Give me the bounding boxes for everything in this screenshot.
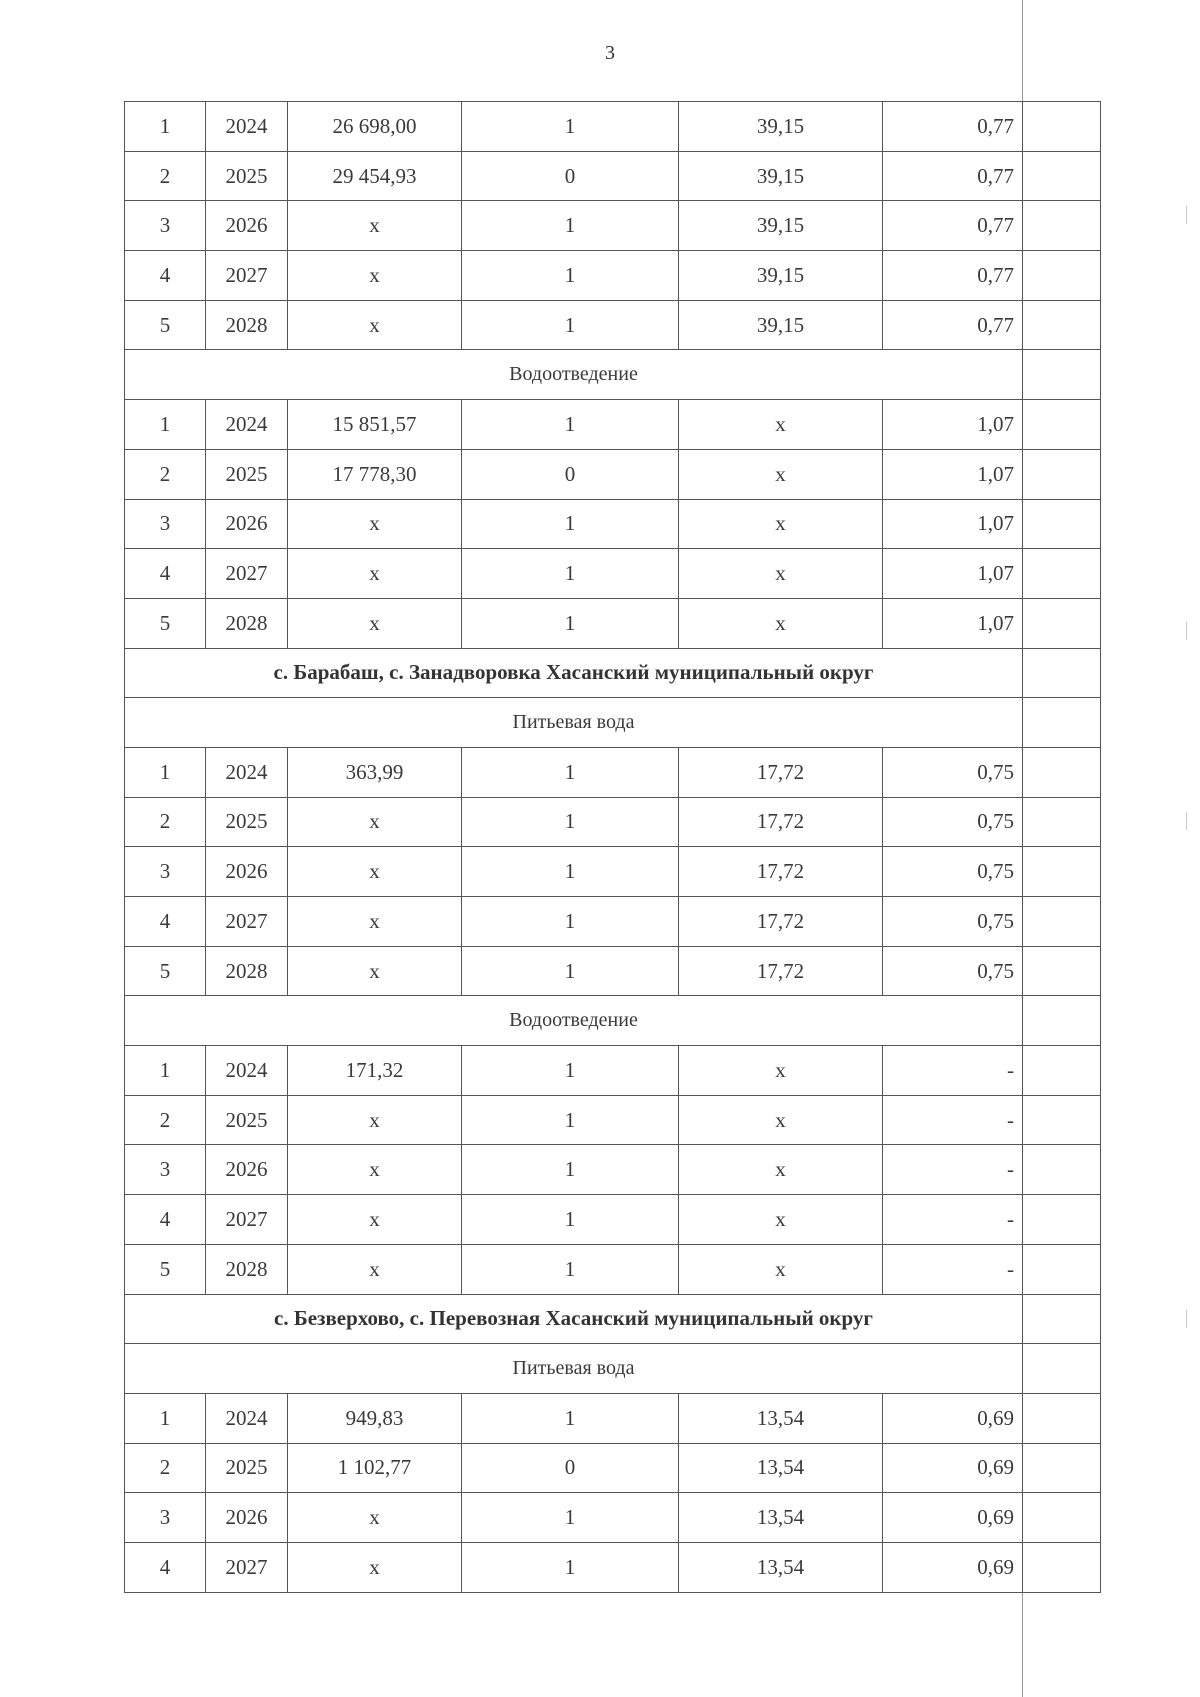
coefficient-cell: 0,77 [883, 201, 1023, 251]
tariff-table-body [125, 102, 1101, 1593]
blank-cell [1023, 1145, 1101, 1195]
table-row [125, 946, 1101, 996]
coefficient-cell: 1,07 [883, 400, 1023, 450]
row-index-cell: 1 [125, 1393, 206, 1443]
section-header-row [125, 996, 1101, 1046]
amount-cell: x [288, 549, 462, 599]
row-index-cell: 4 [125, 897, 206, 947]
blank-cell [1023, 350, 1101, 400]
section-title: Водоотведение [125, 350, 1023, 400]
rate-cell: x [679, 1195, 883, 1245]
table-row [125, 300, 1101, 350]
year-cell: 2026 [206, 499, 288, 549]
rate-cell: x [679, 598, 883, 648]
table-row [125, 499, 1101, 549]
blank-cell [1023, 499, 1101, 549]
coefficient-cell: - [883, 1195, 1023, 1245]
year-cell: 2028 [206, 1244, 288, 1294]
blank-cell [1023, 102, 1101, 152]
rate-cell: x [679, 549, 883, 599]
row-index-cell: 4 [125, 549, 206, 599]
coefficient-cell: 0,69 [883, 1443, 1023, 1493]
table-row [125, 1145, 1101, 1195]
amount-cell: x [288, 1244, 462, 1294]
blank-cell [1023, 797, 1101, 847]
flag-cell: 1 [462, 1542, 679, 1592]
table-row [125, 1443, 1101, 1493]
table-row [125, 449, 1101, 499]
amount-cell: 363,99 [288, 747, 462, 797]
flag-cell: 1 [462, 847, 679, 897]
rate-cell: x [679, 449, 883, 499]
rate-cell: 17,72 [679, 797, 883, 847]
blank-cell [1023, 1244, 1101, 1294]
scan-edge-mark [1186, 206, 1187, 224]
blank-cell [1023, 201, 1101, 251]
blank-cell [1023, 598, 1101, 648]
flag-cell: 1 [462, 1244, 679, 1294]
blank-cell [1023, 1493, 1101, 1543]
row-index-cell: 4 [125, 251, 206, 301]
coefficient-cell: 0,77 [883, 251, 1023, 301]
section-header-row [125, 1344, 1101, 1394]
blank-cell [1023, 300, 1101, 350]
blank-cell [1023, 449, 1101, 499]
amount-cell: x [288, 300, 462, 350]
table-row [125, 151, 1101, 201]
table-row [125, 598, 1101, 648]
blank-cell [1023, 1195, 1101, 1245]
blank-cell [1023, 151, 1101, 201]
blank-cell [1023, 1443, 1101, 1493]
scan-edge-mark [1186, 622, 1187, 640]
amount-cell: x [288, 797, 462, 847]
row-index-cell: 3 [125, 499, 206, 549]
flag-cell: 1 [462, 499, 679, 549]
row-index-cell: 3 [125, 201, 206, 251]
amount-cell: 171,32 [288, 1046, 462, 1096]
flag-cell: 1 [462, 251, 679, 301]
blank-cell [1023, 549, 1101, 599]
year-cell: 2026 [206, 201, 288, 251]
amount-cell: x [288, 499, 462, 549]
blank-cell [1023, 946, 1101, 996]
tariff-table [124, 101, 1101, 1593]
rate-cell: 17,72 [679, 897, 883, 947]
rate-cell: x [679, 1145, 883, 1195]
rate-cell: x [679, 1244, 883, 1294]
table-row [125, 1542, 1101, 1592]
row-index-cell: 5 [125, 300, 206, 350]
rate-cell: 13,54 [679, 1443, 883, 1493]
section-title: Питьевая вода [125, 1344, 1023, 1394]
flag-cell: 1 [462, 1095, 679, 1145]
year-cell: 2026 [206, 1493, 288, 1543]
row-index-cell: 2 [125, 797, 206, 847]
rate-cell: 17,72 [679, 747, 883, 797]
table-row [125, 251, 1101, 301]
scan-edge-mark [1186, 812, 1187, 830]
coefficient-cell: 0,75 [883, 946, 1023, 996]
table-row [125, 400, 1101, 450]
year-cell: 2026 [206, 847, 288, 897]
amount-cell: x [288, 1095, 462, 1145]
flag-cell: 1 [462, 102, 679, 152]
table-row [125, 747, 1101, 797]
region-title: с. Барабаш, с. Занадворовка Хасанский муниципальный округ [125, 648, 1023, 698]
rate-cell: 13,54 [679, 1493, 883, 1543]
flag-cell: 1 [462, 946, 679, 996]
amount-cell: x [288, 1195, 462, 1245]
year-cell: 2025 [206, 797, 288, 847]
flag-cell: 0 [462, 151, 679, 201]
amount-cell: x [288, 946, 462, 996]
flag-cell: 1 [462, 201, 679, 251]
amount-cell: 949,83 [288, 1393, 462, 1443]
blank-cell [1023, 897, 1101, 947]
row-index-cell: 5 [125, 946, 206, 996]
rate-cell: x [679, 1095, 883, 1145]
flag-cell: 1 [462, 598, 679, 648]
flag-cell: 1 [462, 897, 679, 947]
rate-cell: 13,54 [679, 1542, 883, 1592]
row-index-cell: 5 [125, 598, 206, 648]
flag-cell: 0 [462, 1443, 679, 1493]
row-index-cell: 3 [125, 847, 206, 897]
amount-cell: x [288, 1493, 462, 1543]
amount-cell: 17 778,30 [288, 449, 462, 499]
row-index-cell: 1 [125, 400, 206, 450]
amount-cell: x [288, 201, 462, 251]
coefficient-cell: - [883, 1145, 1023, 1195]
table-row [125, 797, 1101, 847]
table-row [125, 1095, 1101, 1145]
blank-cell [1023, 648, 1101, 698]
year-cell: 2025 [206, 151, 288, 201]
flag-cell: 1 [462, 747, 679, 797]
blank-cell [1023, 698, 1101, 748]
flag-cell: 1 [462, 300, 679, 350]
flag-cell: 1 [462, 1046, 679, 1096]
flag-cell: 1 [462, 1145, 679, 1195]
year-cell: 2024 [206, 1046, 288, 1096]
table-row [125, 1244, 1101, 1294]
year-cell: 2027 [206, 897, 288, 947]
scan-edge-mark [1186, 1310, 1187, 1328]
row-index-cell: 1 [125, 747, 206, 797]
year-cell: 2028 [206, 300, 288, 350]
rate-cell: x [679, 499, 883, 549]
flag-cell: 1 [462, 797, 679, 847]
table-row [125, 201, 1101, 251]
section-header-row [125, 350, 1101, 400]
region-header-row [125, 1294, 1101, 1344]
year-cell: 2027 [206, 1195, 288, 1245]
row-index-cell: 5 [125, 1244, 206, 1294]
row-index-cell: 1 [125, 102, 206, 152]
row-index-cell: 4 [125, 1195, 206, 1245]
coefficient-cell: 1,07 [883, 499, 1023, 549]
blank-cell [1023, 1095, 1101, 1145]
flag-cell: 1 [462, 1493, 679, 1543]
row-index-cell: 3 [125, 1145, 206, 1195]
blank-cell [1023, 1542, 1101, 1592]
year-cell: 2027 [206, 251, 288, 301]
flag-cell: 1 [462, 1195, 679, 1245]
blank-cell [1023, 1294, 1101, 1344]
amount-cell: x [288, 847, 462, 897]
rate-cell: 39,15 [679, 151, 883, 201]
coefficient-cell: 1,07 [883, 598, 1023, 648]
rate-cell: x [679, 400, 883, 450]
rate-cell: 13,54 [679, 1393, 883, 1443]
blank-cell [1023, 996, 1101, 1046]
rate-cell: 39,15 [679, 102, 883, 152]
year-cell: 2024 [206, 747, 288, 797]
page-number: 3 [605, 42, 615, 64]
flag-cell: 1 [462, 549, 679, 599]
table-row [125, 1493, 1101, 1543]
amount-cell: 1 102,77 [288, 1443, 462, 1493]
flag-cell: 0 [462, 449, 679, 499]
amount-cell: 26 698,00 [288, 102, 462, 152]
coefficient-cell: - [883, 1046, 1023, 1096]
blank-cell [1023, 400, 1101, 450]
flag-cell: 1 [462, 400, 679, 450]
table-row [125, 1393, 1101, 1443]
rate-cell: 39,15 [679, 251, 883, 301]
amount-cell: x [288, 1145, 462, 1195]
coefficient-cell: - [883, 1244, 1023, 1294]
rate-cell: 39,15 [679, 300, 883, 350]
row-index-cell: 1 [125, 1046, 206, 1096]
row-index-cell: 2 [125, 1443, 206, 1493]
table-row [125, 897, 1101, 947]
section-title: Питьевая вода [125, 698, 1023, 748]
table-row [125, 1046, 1101, 1096]
coefficient-cell: 0,69 [883, 1542, 1023, 1592]
coefficient-cell: 0,75 [883, 897, 1023, 947]
row-index-cell: 3 [125, 1493, 206, 1543]
blank-cell [1023, 1046, 1101, 1096]
coefficient-cell: - [883, 1095, 1023, 1145]
blank-cell [1023, 1393, 1101, 1443]
amount-cell: x [288, 897, 462, 947]
blank-cell [1023, 251, 1101, 301]
section-header-row [125, 698, 1101, 748]
blank-cell [1023, 747, 1101, 797]
region-title: с. Безверхово, с. Перевозная Хасанский муниципальный округ [125, 1294, 1023, 1344]
rate-cell: 17,72 [679, 946, 883, 996]
rate-cell: x [679, 1046, 883, 1096]
year-cell: 2028 [206, 946, 288, 996]
year-cell: 2027 [206, 1542, 288, 1592]
table-row [125, 1195, 1101, 1245]
row-index-cell: 2 [125, 449, 206, 499]
amount-cell: x [288, 251, 462, 301]
table-row [125, 549, 1101, 599]
coefficient-cell: 1,07 [883, 549, 1023, 599]
blank-cell [1023, 847, 1101, 897]
coefficient-cell: 0,77 [883, 300, 1023, 350]
year-cell: 2024 [206, 1393, 288, 1443]
amount-cell: 15 851,57 [288, 400, 462, 450]
region-header-row [125, 648, 1101, 698]
coefficient-cell: 0,77 [883, 151, 1023, 201]
amount-cell: x [288, 598, 462, 648]
section-title: Водоотведение [125, 996, 1023, 1046]
coefficient-cell: 0,69 [883, 1493, 1023, 1543]
row-index-cell: 2 [125, 1095, 206, 1145]
year-cell: 2025 [206, 449, 288, 499]
amount-cell: x [288, 1542, 462, 1592]
year-cell: 2025 [206, 1443, 288, 1493]
row-index-cell: 2 [125, 151, 206, 201]
rate-cell: 17,72 [679, 847, 883, 897]
coefficient-cell: 0,69 [883, 1393, 1023, 1443]
year-cell: 2028 [206, 598, 288, 648]
row-index-cell: 4 [125, 1542, 206, 1592]
table-row [125, 102, 1101, 152]
coefficient-cell: 0,75 [883, 847, 1023, 897]
coefficient-cell: 0,77 [883, 102, 1023, 152]
amount-cell: 29 454,93 [288, 151, 462, 201]
blank-cell [1023, 1344, 1101, 1394]
coefficient-cell: 1,07 [883, 449, 1023, 499]
table-row [125, 847, 1101, 897]
flag-cell: 1 [462, 1393, 679, 1443]
coefficient-cell: 0,75 [883, 797, 1023, 847]
year-cell: 2026 [206, 1145, 288, 1195]
coefficient-cell: 0,75 [883, 747, 1023, 797]
year-cell: 2025 [206, 1095, 288, 1145]
year-cell: 2024 [206, 102, 288, 152]
year-cell: 2027 [206, 549, 288, 599]
year-cell: 2024 [206, 400, 288, 450]
rate-cell: 39,15 [679, 201, 883, 251]
